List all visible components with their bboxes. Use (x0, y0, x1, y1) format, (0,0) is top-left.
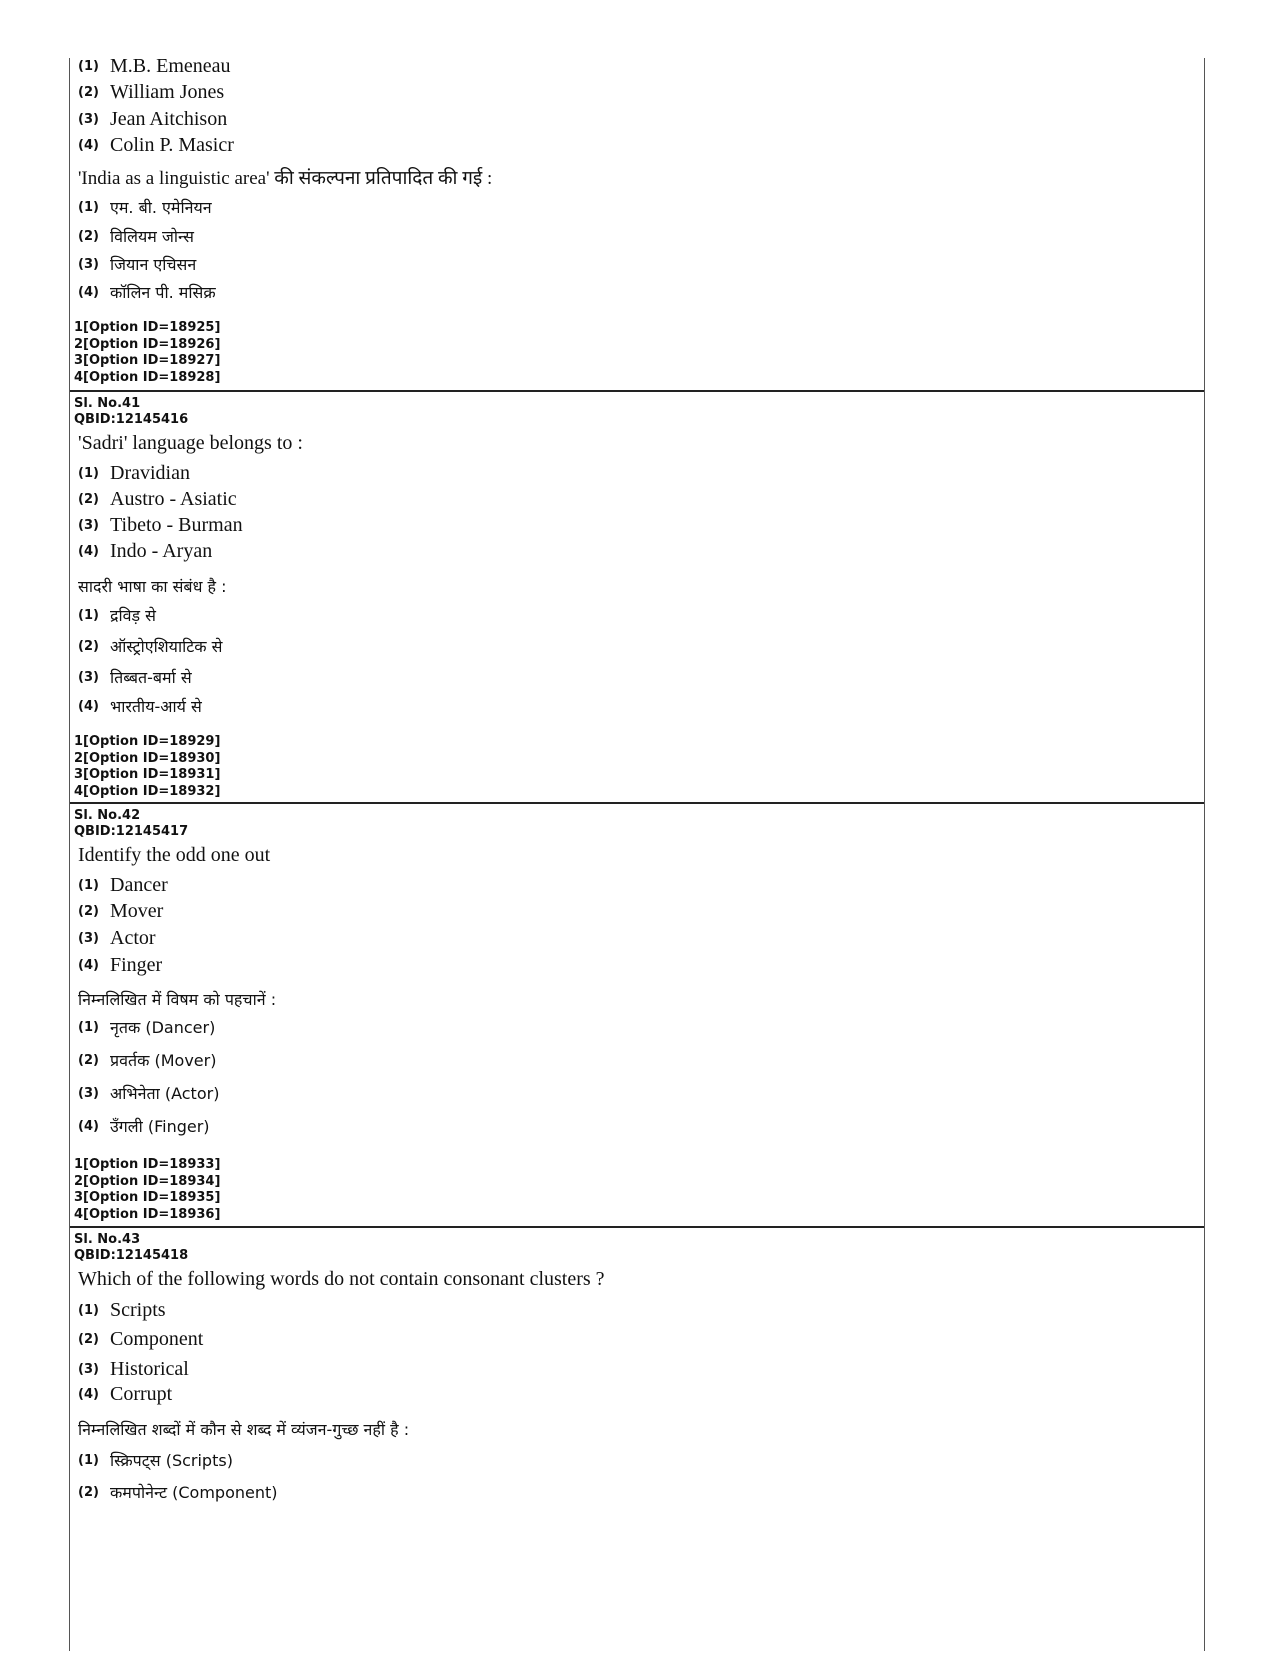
option-en-2: (2) Mover (78, 900, 164, 922)
question-hindi: सादरी भाषा का संबंध है : (78, 577, 227, 596)
question-english: 'Sadri' language belongs to : (78, 432, 303, 454)
option-hi-1: (1) स्क्रिपट्स (Scripts) (78, 1451, 233, 1470)
option-en-4: (4) Finger (78, 954, 163, 976)
serial-number: Sl. No.41 (74, 396, 141, 411)
qbid: QBID:12145416 (74, 412, 189, 427)
option-en-4: (4) Indo - Aryan (78, 540, 213, 562)
question-hindi: निम्नलिखित में विषम को पहचानें : (78, 990, 277, 1009)
option-hi-3: (3) जियान एचिसन (78, 255, 197, 274)
serial-number: Sl. No.42 (74, 808, 141, 823)
qbid: QBID:12145417 (74, 824, 189, 839)
option-hi-4: (4) उँगली (Finger) (78, 1117, 210, 1136)
option-hi-2: (2) कमपोनेन्ट (Component) (78, 1483, 278, 1502)
option-en-1: (1) Scripts (78, 1299, 166, 1321)
option-en-2: (2) William Jones (78, 81, 225, 103)
option-en-3: (3) Historical (78, 1358, 189, 1380)
option-hi-3: (3) अभिनेता (Actor) (78, 1084, 220, 1103)
question-40-block (70, 55, 1204, 390)
option-en-3: (3) Actor (78, 927, 156, 949)
question-41-block (70, 390, 1204, 804)
question-english: Which of the following words do not contain consonant clusters ? (78, 1268, 605, 1290)
option-en-1: (1) M.B. Emeneau (78, 55, 231, 77)
question-43-block (70, 1226, 1204, 1653)
option-en-1: (1) Dravidian (78, 462, 190, 484)
option-hi-1: (1) नृतक (Dancer) (78, 1018, 216, 1037)
question-hindi: 'India as a linguistic area' की संकल्पना प्रतिपादित की गई : (78, 168, 493, 189)
option-en-2: (2) Austro - Asiatic (78, 488, 237, 510)
serial-number: Sl. No.43 (74, 1232, 141, 1247)
option-ids: 1[Option ID=18925] 2[Option ID=18926] 3[Option ID=18927] 4[Option ID=18928] (74, 320, 221, 385)
question-42-block (70, 802, 1204, 1228)
option-hi-2: (2) ऑस्ट्रोएशियाटिक से (78, 637, 223, 656)
option-en-3: (3) Tibeto - Burman (78, 514, 243, 536)
option-en-3: (3) Jean Aitchison (78, 108, 228, 130)
option-hi-3: (3) तिब्बत-बर्मा से (78, 668, 192, 687)
option-en-4: (4) Corrupt (78, 1383, 173, 1405)
question-hindi: निम्नलिखित शब्दों में कौन से शब्द में व्यंजन-गुच्छ नहीं है : (78, 1420, 410, 1439)
qbid: QBID:12145418 (74, 1248, 189, 1263)
option-ids: 1[Option ID=18933] 2[Option ID=18934] 3[Option ID=18935] 4[Option ID=18936] (74, 1157, 221, 1222)
option-en-4: (4) Colin P. Masicr (78, 134, 234, 156)
option-hi-4: (4) कॉलिन पी. मसिक्र (78, 283, 216, 302)
question-sheet (69, 55, 1205, 1651)
question-english: Identify the odd one out (78, 844, 271, 866)
option-hi-1: (1) द्रविड़ से (78, 606, 156, 625)
option-ids: 1[Option ID=18929] 2[Option ID=18930] 3[Option ID=18931] 4[Option ID=18932] (74, 734, 221, 799)
option-hi-2: (2) विलियम जोन्स (78, 227, 194, 246)
option-hi-1: (1) एम. बी. एमेनियन (78, 198, 212, 217)
option-en-1: (1) Dancer (78, 874, 168, 896)
option-hi-4: (4) भारतीय-आर्य से (78, 697, 202, 716)
option-en-2: (2) Component (78, 1328, 204, 1350)
option-hi-2: (2) प्रवर्तक (Mover) (78, 1051, 217, 1070)
